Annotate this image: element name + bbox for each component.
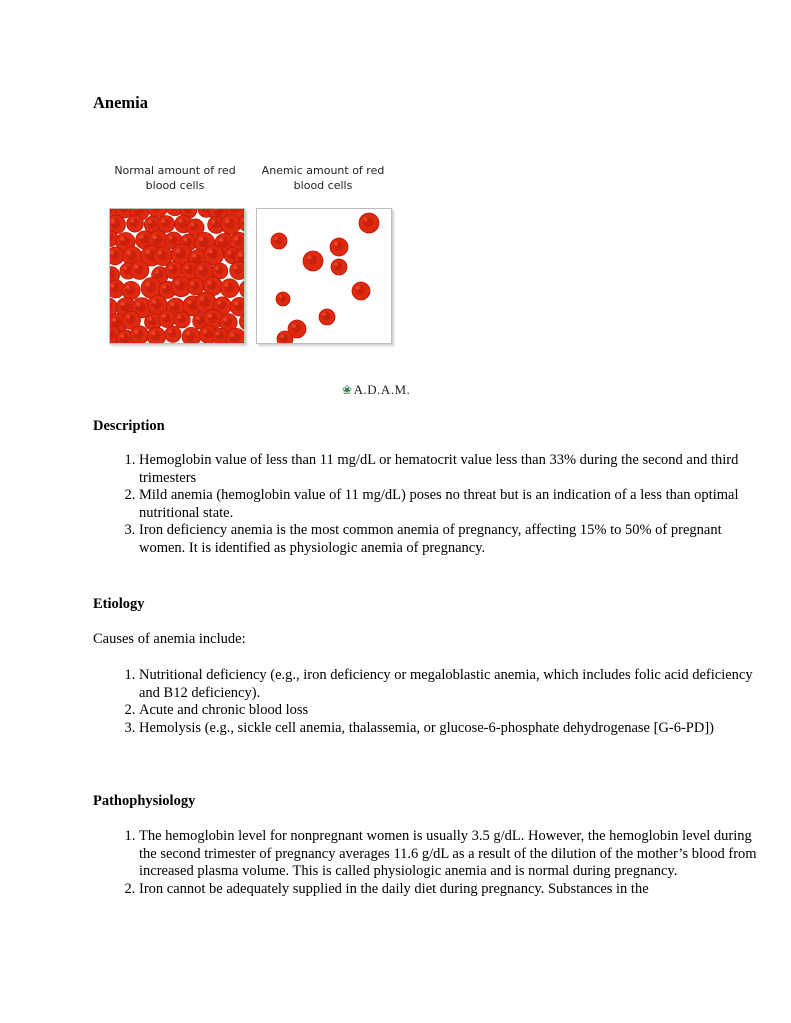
pathophysiology-heading: Pathophysiology <box>93 793 196 809</box>
pathophysiology-list <box>93 828 759 898</box>
red-blood-cell <box>359 213 379 233</box>
etiology-intro: Causes of anemia include: <box>93 631 246 647</box>
list-item: 3. Iron deficiency anemia is the most common anemia of pregnancy, affecting 15% to 50% of pregnant women. It is identified as physiologic anemia of pregnancy. <box>139 522 759 557</box>
red-blood-cell <box>159 311 176 328</box>
description-heading: Description <box>93 418 165 434</box>
red-blood-cell <box>230 297 244 316</box>
anemic-cells-image <box>257 209 391 343</box>
red-blood-cell <box>331 259 347 275</box>
list-item: 1. Nutritional deficiency (e.g., iron deficiency or megaloblastic anemia, which includes folic acid deficiency and B12 deficiency). <box>139 667 759 702</box>
red-blood-cell <box>122 281 140 299</box>
list-item: 1. The hemoglobin level for nonpregnant women is usually 3.5 g/dL. However, the hemoglobin level during the second trimester of pregnancy averages 11.6 g/dL as a result of the dilution of the mother’s blood from increased plasma volume. This is called physiologic anemia and is normal during pregnancy. <box>139 828 759 881</box>
red-blood-cell <box>182 327 201 343</box>
adam-logo-text: A.D.A.M. <box>353 382 411 397</box>
red-blood-cell <box>319 309 335 325</box>
caption-normal: Normal amount of red blood cells <box>114 164 236 192</box>
red-blood-cell <box>165 326 181 342</box>
red-blood-cell <box>130 326 148 343</box>
blood-cells-figure <box>100 160 410 405</box>
red-blood-cell <box>239 280 244 298</box>
red-blood-cell <box>174 312 190 328</box>
red-blood-cell <box>221 215 241 235</box>
caption-anemic: Anemic amount of red blood cells <box>261 164 385 192</box>
adam-logo <box>342 382 410 398</box>
red-blood-cell <box>187 278 204 295</box>
list-item: 2. Mild anemia (hemoglobin value of 11 mg/dL) poses no threat but is an indication of a less than optimal nutritional state. <box>139 487 759 522</box>
etiology-heading: Etiology <box>93 596 145 612</box>
red-blood-cell <box>220 279 239 298</box>
page-title: Anemia <box>93 93 148 112</box>
leaf-icon: ❀ <box>342 383 353 397</box>
red-blood-cell <box>276 292 290 306</box>
red-blood-cell <box>277 331 293 343</box>
red-blood-cell <box>330 238 348 256</box>
description-list <box>93 452 759 557</box>
red-blood-cell <box>271 233 287 249</box>
list-item: 2. Acute and chronic blood loss <box>139 702 759 720</box>
list-item: 2. Iron cannot be adequately supplied in the daily diet during pregnancy. Substances in the <box>139 881 759 899</box>
list-item: 3. Hemolysis (e.g., sickle cell anemia, thalassemia, or glucose-6-phosphate dehydrogenase [G-6-PD]) <box>139 720 759 738</box>
red-blood-cell <box>352 282 370 300</box>
red-blood-cell <box>147 327 166 343</box>
list-item: 1. Hemoglobin value of less than 11 mg/dL or hematocrit value less than 33% during the second and third trimesters <box>139 452 759 487</box>
red-blood-cell <box>158 216 175 233</box>
anemic-cells-panel <box>256 208 392 344</box>
red-blood-cell <box>303 251 323 271</box>
red-blood-cell <box>230 262 244 280</box>
red-blood-cell <box>130 261 149 280</box>
red-blood-cell <box>127 215 144 232</box>
red-blood-cell <box>110 247 124 265</box>
etiology-list <box>93 667 759 737</box>
normal-cells-panel <box>109 208 245 344</box>
normal-cells-image <box>110 209 244 343</box>
